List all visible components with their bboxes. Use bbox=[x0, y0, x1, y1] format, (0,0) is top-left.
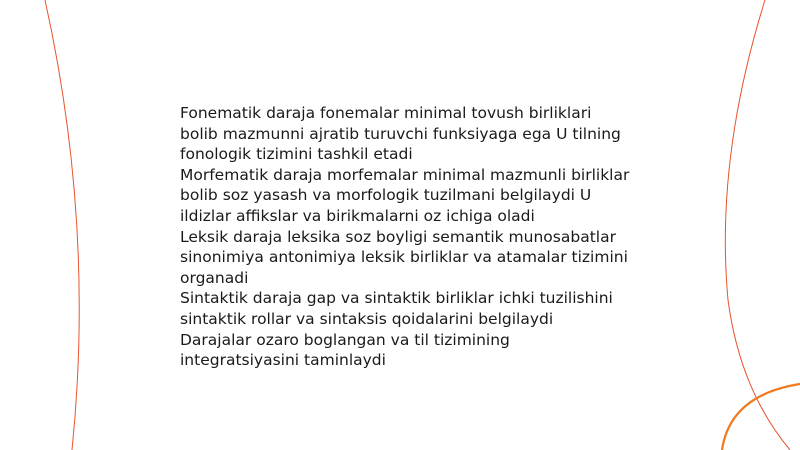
paragraph-lexical: Leksik daraja leksika soz boyligi semantik munosabatlar sinonimiya antonimiya leksik birliklar va atamalar tizimini organadi bbox=[180, 227, 628, 287]
paragraph-morphematic: Morfematik daraja morfemalar minimal mazmunli birliklar bolib soz yasash va morfologik tuzilmani belgilaydi U ildizlar affikslar va birikmalarni oz ichiga oladi bbox=[180, 165, 630, 225]
bottom-right-arc bbox=[722, 384, 800, 450]
paragraph-phonematic: Fonematik daraja fonemalar minimal tovush birliklari bolib mazmunni ajratib turuvchi funksiyaga ega U tilning fonologik tizimini tashkil etadi bbox=[180, 104, 621, 164]
paragraph-syntactic: Sintaktik daraja gap va sintaktik birliklar ichki tuzilishini sintaktik rollar va sintaksis qoidalarini belgilaydi bbox=[180, 289, 613, 328]
content-text bbox=[180, 103, 630, 371]
paragraph-integration: Darajalar ozaro boglangan va til tizimining integratsiyasini taminlaydi bbox=[180, 330, 510, 370]
right-arc bbox=[725, 0, 790, 450]
left-arc bbox=[45, 0, 79, 450]
